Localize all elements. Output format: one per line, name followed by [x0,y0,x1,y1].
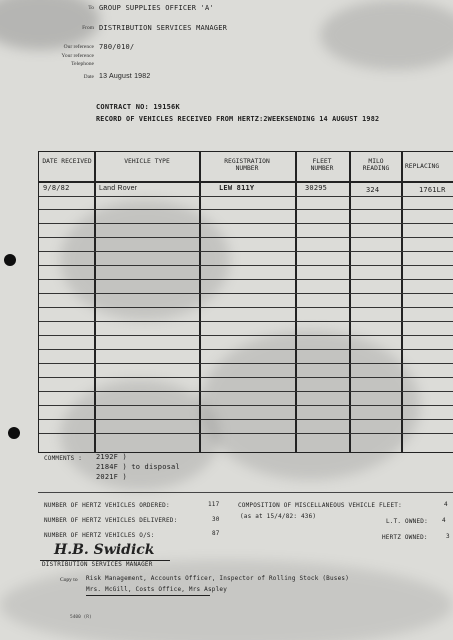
row-rule [39,405,453,406]
signature: H.B. Swidick [54,542,155,558]
misc-fleet-as-at: (as at 15/4/82: 436) [240,513,317,520]
to-value: GROUP SUPPLIES OFFICER 'A' [99,4,214,12]
row-rule [39,209,453,210]
form-code: 5400 (R) [70,615,92,620]
misc-fleet-value: 4 [444,501,448,508]
hertz-owned-label: HERTZ OWNED: [382,534,428,541]
vehicles-outstanding-label: NUMBER OF HERTZ VEHICLES O/S: [44,532,155,539]
column-divider [349,152,351,452]
row-rule [39,307,453,308]
row-1-milo-reading: 324 [366,186,380,194]
row-rule [39,265,453,266]
telephone-label: Telephone [71,61,94,67]
vehicles-table [38,151,453,453]
our-reference-value: 780/010/ [99,43,135,51]
column-header-fleet-number: FLEET NUMBER [310,158,334,172]
punch-hole [8,427,20,439]
column-header-date: DATE RECEIVED [42,158,92,165]
row-rule [39,391,453,392]
contract-number: CONTRACT NO: 19156K [96,103,180,111]
date-label: Date [83,74,94,80]
date-value: 13 August 1982 [99,73,151,80]
misc-fleet-label: COMPOSITION OF MISCELLANEOUS VEHICLE FLEET: [238,502,402,509]
your-reference-label: Your reference [61,53,94,59]
column-divider [295,152,297,452]
lt-owned-value: 4 [442,517,446,524]
comments-line-1: 2192F ) [96,453,127,461]
our-reference-label: Our reference [63,44,94,50]
column-divider [199,152,201,452]
from-label: From [82,25,94,31]
row-rule [39,335,453,336]
row-rule [39,321,453,322]
divider-rule [38,492,453,493]
scan-smudge [0,560,453,640]
header-rule [39,181,453,183]
punch-hole [4,254,16,266]
row-1-fleet-number: 30295 [305,184,328,192]
signatory-title: DISTRIBUTION SERVICES MANAGER [42,561,153,568]
row-rule [39,293,453,294]
row-1-replacing: 1761LR [419,186,446,194]
lt-owned-label: L.T. OWNED: [386,518,428,525]
row-1-vehicle-type: Land Rover [99,185,138,192]
column-header-vehicle-type: VEHICLE TYPE [124,158,170,165]
comments-line-2: 2184F ) to disposal [96,463,180,471]
row-rule [39,251,453,252]
hertz-owned-value: 3 [446,533,450,540]
vehicles-ordered-label: NUMBER OF HERTZ VEHICLES ORDERED: [44,502,170,509]
row-rule [39,419,453,420]
column-header-milo-reading: MILO READING [362,158,390,172]
vehicles-outstanding-value: 87 [212,530,220,537]
comments-label: COMMENTS : [44,455,83,462]
vehicles-ordered-value: 117 [208,501,220,508]
row-rule [39,433,453,434]
scan-smudge [320,0,453,70]
row-rule [39,279,453,280]
row-rule [39,349,453,350]
row-rule [39,237,453,238]
vehicles-delivered-value: 30 [212,516,220,523]
column-header-replacing: REPLACING [405,163,440,170]
underline-rule [86,595,210,596]
vehicles-delivered-label: NUMBER OF HERTZ VEHICLES DELIVERED: [44,517,178,524]
row-rule [39,377,453,378]
comments-line-3: 2021F ) [96,473,127,481]
column-header-registration: REGISTRATION NUMBER [224,158,270,172]
to-label: To [88,5,94,11]
row-1-registration: LEW 811Y [219,184,255,192]
from-value: DISTRIBUTION SERVICES MANAGER [99,24,228,32]
copy-to-label: Copy to [60,577,78,583]
row-rule [39,363,453,364]
record-title: RECORD OF VEHICLES RECEIVED FROM HERTZ:2WEEKSENDING 14 AUGUST 1982 [96,115,380,123]
row-rule [39,223,453,224]
copy-to-line-2: Mrs. McGill, Costs Office, Mrs Aspley [86,586,228,593]
row-1-date: 9/8/82 [43,184,70,192]
row-rule [39,196,453,197]
copy-to-line-1: Risk Management, Accounts Officer, Inspector of Rolling Stock (Buses) [86,575,350,582]
column-divider [94,152,96,452]
column-divider [401,152,403,452]
